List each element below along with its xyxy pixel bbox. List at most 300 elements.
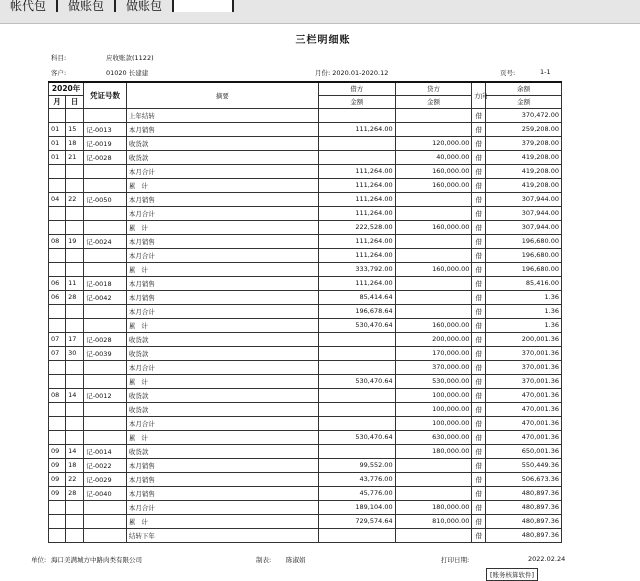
cell-summary: 本月销售 [126,234,318,248]
year-header: 2020年 [49,82,84,95]
cell-direction: 借 [472,514,486,528]
cell-summary: 本月销售 [126,122,318,136]
cell-voucher [84,206,127,220]
cell-voucher: 记-0029 [84,472,127,486]
cell-month: 09 [49,472,66,486]
cell-day [66,206,84,220]
summary-header: 摘要 [126,82,318,108]
cell-summary: 收货款 [126,136,318,150]
cell-month [49,248,66,262]
cell-summary: 收货款 [126,444,318,458]
cell-voucher [84,374,127,388]
cell-direction: 借 [472,458,486,472]
cell-debit: 111,264.00 [318,234,395,248]
cell-balance: 480,897.36 [486,528,562,542]
table-row [49,290,562,304]
cell-day: 14 [66,388,84,402]
cell-summary: 收货款 [126,332,318,346]
cell-voucher [84,164,127,178]
cell-day [66,178,84,192]
cell-balance: 307,944.00 [486,220,562,234]
cell-voucher: 记-0039 [84,346,127,360]
cell-month [49,402,66,416]
cell-direction: 借 [472,360,486,374]
table-row [49,472,562,486]
cell-credit [395,276,472,290]
cell-month: 09 [49,444,66,458]
top-toolbar [0,0,640,24]
cell-voucher: 记-0028 [84,150,127,164]
cell-balance: 259,208.00 [486,122,562,136]
cell-summary: 本月销售 [126,458,318,472]
cell-direction: 借 [472,528,486,542]
cell-month: 06 [49,276,66,290]
cell-debit: 85,414.64 [318,290,395,304]
cell-direction: 借 [472,304,486,318]
cell-summary: 累计 [126,374,318,388]
cell-day: 28 [66,486,84,500]
cell-month [49,304,66,318]
cell-month: 04 [49,192,66,206]
cell-balance: 419,208.00 [486,150,562,164]
cell-month: 01 [49,122,66,136]
cell-month: 08 [49,388,66,402]
cell-day [66,164,84,178]
cell-credit [395,528,472,542]
cell-credit [395,486,472,500]
cell-day [66,416,84,430]
table-row [49,514,562,528]
cell-credit: 200,000.00 [395,332,472,346]
cell-summary: 累计 [126,262,318,276]
cell-summary: 本月销售 [126,192,318,206]
cell-credit: 120,000.00 [395,136,472,150]
cell-day [66,514,84,528]
unit-label: 单位: [31,556,47,564]
cell-summary: 累计 [126,514,318,528]
cell-summary: 本月合计 [126,416,318,430]
table-row [49,458,562,472]
cell-summary: 累计 [126,178,318,192]
cell-debit: 111,264.00 [318,164,395,178]
cell-direction: 借 [472,164,486,178]
maker-value: 陈淑娟 [286,556,306,564]
cell-direction: 借 [472,122,486,136]
cell-debit: 222,528.00 [318,220,395,234]
cell-voucher: 记-0050 [84,192,127,206]
cell-debit [318,444,395,458]
cell-voucher [84,318,127,332]
cell-credit [395,458,472,472]
table-row [49,528,562,542]
period-label: 月份: 2020.01-2020.12 [315,69,389,77]
cell-direction: 借 [472,444,486,458]
cell-balance: 550,449.36 [486,458,562,472]
cell-balance: 307,944.00 [486,192,562,206]
credit-header: 贷方 [395,82,472,95]
cell-direction: 借 [472,402,486,416]
cell-summary: 收货款 [126,346,318,360]
cell-credit [395,108,472,122]
cell-month: 01 [49,150,66,164]
cell-summary: 本月合计 [126,248,318,262]
cell-month [49,374,66,388]
cell-day: 21 [66,150,84,164]
cell-day [66,430,84,444]
cell-balance: 379,208.00 [486,136,562,150]
cell-summary: 累计 [126,318,318,332]
cell-debit: 530,470.64 [318,430,395,444]
cell-credit: 100,000.00 [395,402,472,416]
cell-credit: 100,000.00 [395,416,472,430]
cell-balance: 307,944.00 [486,206,562,220]
cell-debit [318,346,395,360]
cell-balance: 650,001.36 [486,444,562,458]
cell-balance: 1.36 [486,290,562,304]
cell-day: 22 [66,192,84,206]
cell-day [66,374,84,388]
cell-direction: 借 [472,150,486,164]
ledger-body [49,108,562,542]
table-row [49,108,562,122]
table-row [49,374,562,388]
cell-balance: 370,001.36 [486,374,562,388]
cell-summary: 本月合计 [126,500,318,514]
table-row [49,444,562,458]
table-row [49,164,562,178]
cell-balance: 480,897.36 [486,500,562,514]
table-row [49,178,562,192]
cell-direction: 借 [472,290,486,304]
cell-debit: 530,470.64 [318,374,395,388]
cell-direction: 借 [472,388,486,402]
toolbar-tab-blank[interactable] [174,0,234,12]
table-row [49,206,562,220]
cell-day: 17 [66,332,84,346]
toolbar-tab-2[interactable]: 做账包 [58,0,116,12]
cell-debit [318,388,395,402]
maker-label: 制表: [256,556,272,564]
cell-balance: 196,680.00 [486,262,562,276]
cell-day [66,360,84,374]
cell-credit: 160,000.00 [395,220,472,234]
ledger-table [48,81,562,543]
cell-direction: 借 [472,248,486,262]
cell-day [66,500,84,514]
cell-day [66,402,84,416]
cell-day [66,220,84,234]
cell-direction: 借 [472,108,486,122]
cell-balance: 480,897.36 [486,486,562,500]
cell-summary: 本月合计 [126,304,318,318]
cell-summary: 本月销售 [126,472,318,486]
cell-credit [395,122,472,136]
cell-month [49,528,66,542]
cell-direction: 借 [472,178,486,192]
client-value: 01020 长建建 [106,69,149,77]
cell-balance: 85,416.00 [486,276,562,290]
month-header: 月 [49,95,66,108]
cell-summary: 累计 [126,430,318,444]
cell-balance: 370,001.36 [486,346,562,360]
cell-balance: 470,001.36 [486,388,562,402]
cell-balance: 196,680.00 [486,234,562,248]
cell-direction: 借 [472,276,486,290]
cell-voucher [84,262,127,276]
cell-voucher [84,528,127,542]
page-label: 页号: [500,69,516,77]
table-row [49,276,562,290]
cell-month: 06 [49,290,66,304]
print-date-label: 打印日期: [441,556,470,564]
balance-amount-header: 金额 [486,95,562,108]
cell-month [49,514,66,528]
cell-day: 15 [66,122,84,136]
cell-day: 14 [66,444,84,458]
cell-debit [318,416,395,430]
credit-amount-header: 金额 [395,95,472,108]
cell-month [49,318,66,332]
cell-day [66,248,84,262]
subject-label: 科目: [51,54,67,62]
cell-debit: 111,264.00 [318,122,395,136]
cell-direction: 借 [472,472,486,486]
table-row [49,318,562,332]
cell-balance: 370,472.00 [486,108,562,122]
cell-debit: 111,264.00 [318,276,395,290]
cell-month: 01 [49,136,66,150]
cell-voucher: 记-0042 [84,290,127,304]
direction-header: 方向 [472,82,486,108]
cell-voucher: 记-0040 [84,486,127,500]
cell-voucher: 记-0028 [84,332,127,346]
cell-debit [318,402,395,416]
table-row [49,486,562,500]
cell-summary: 本月合计 [126,206,318,220]
cell-month [49,500,66,514]
cell-direction: 借 [472,262,486,276]
table-row [49,136,562,150]
voucher-header: 凭证号数 [84,82,127,108]
cell-voucher [84,416,127,430]
cell-balance: 480,897.36 [486,514,562,528]
print-date-value: 2022.02.24 [528,555,566,563]
cell-debit: 45,776.00 [318,486,395,500]
table-row [49,430,562,444]
cell-summary: 本月合计 [126,164,318,178]
cell-month [49,430,66,444]
cell-summary: 累计 [126,220,318,234]
cell-credit: 160,000.00 [395,318,472,332]
software-stamp: [账务核算软件] [486,568,538,581]
toolbar-tab-1[interactable]: 帐代包 [0,0,58,12]
cell-credit [395,234,472,248]
cell-voucher [84,304,127,318]
cell-direction: 借 [472,374,486,388]
cell-credit [395,248,472,262]
cell-credit: 810,000.00 [395,514,472,528]
cell-credit: 180,000.00 [395,444,472,458]
cell-credit [395,206,472,220]
cell-balance: 419,208.00 [486,178,562,192]
cell-voucher: 记-0013 [84,122,127,136]
cell-day: 22 [66,472,84,486]
cell-debit: 111,264.00 [318,206,395,220]
cell-debit [318,332,395,346]
cell-voucher: 记-0014 [84,444,127,458]
cell-debit: 99,552.00 [318,458,395,472]
table-row [49,192,562,206]
cell-balance: 506,673.36 [486,472,562,486]
table-row [49,500,562,514]
cell-voucher [84,248,127,262]
cell-day: 30 [66,346,84,360]
cell-voucher: 记-0022 [84,458,127,472]
cell-month: 09 [49,486,66,500]
cell-debit [318,528,395,542]
cell-balance: 1.36 [486,304,562,318]
cell-voucher [84,430,127,444]
cell-direction: 借 [472,220,486,234]
cell-day [66,108,84,122]
toolbar-tabs [0,0,234,12]
cell-balance: 370,001.36 [486,360,562,374]
cell-debit: 729,574.64 [318,514,395,528]
debit-header: 借方 [318,82,395,95]
table-row [49,220,562,234]
cell-balance: 200,001.36 [486,332,562,346]
cell-voucher [84,500,127,514]
balance-header: 余额 [486,82,562,95]
cell-credit: 370,000.00 [395,360,472,374]
cell-day: 19 [66,234,84,248]
cell-voucher [84,402,127,416]
table-row [49,304,562,318]
table-row [49,262,562,276]
table-row [49,248,562,262]
cell-direction: 借 [472,346,486,360]
cell-debit: 111,264.00 [318,178,395,192]
cell-balance: 470,001.36 [486,416,562,430]
cell-direction: 借 [472,234,486,248]
cell-day: 11 [66,276,84,290]
table-row [49,416,562,430]
cell-balance: 1.36 [486,318,562,332]
cell-debit [318,108,395,122]
cell-credit: 160,000.00 [395,178,472,192]
cell-debit: 43,776.00 [318,472,395,486]
cell-month [49,108,66,122]
cell-credit: 160,000.00 [395,164,472,178]
cell-direction: 借 [472,206,486,220]
cell-summary: 本月合计 [126,360,318,374]
report-title: 三栏明细账 [295,35,351,46]
cell-month [49,178,66,192]
table-row [49,388,562,402]
table-row [49,150,562,164]
cell-day: 18 [66,458,84,472]
day-header: 日 [66,95,84,108]
cell-debit: 111,264.00 [318,248,395,262]
cell-summary: 本月销售 [126,486,318,500]
cell-direction: 借 [472,136,486,150]
cell-month: 08 [49,234,66,248]
table-row [49,402,562,416]
cell-direction: 借 [472,430,486,444]
cell-summary: 结转下年 [126,528,318,542]
cell-credit: 530,000.00 [395,374,472,388]
cell-month [49,360,66,374]
cell-direction: 借 [472,332,486,346]
cell-summary: 收货款 [126,388,318,402]
cell-debit [318,136,395,150]
cell-balance: 470,001.36 [486,402,562,416]
cell-voucher: 记-0012 [84,388,127,402]
cell-voucher [84,108,127,122]
table-row [49,122,562,136]
toolbar-tab-3[interactable]: 做账包 [116,0,174,12]
cell-credit: 40,000.00 [395,150,472,164]
cell-summary: 收货款 [126,150,318,164]
cell-credit: 100,000.00 [395,388,472,402]
cell-debit: 333,792.00 [318,262,395,276]
cell-summary: 本月销售 [126,276,318,290]
cell-month [49,262,66,276]
ledger-page [28,24,618,581]
cell-day: 28 [66,290,84,304]
cell-credit: 180,000.00 [395,500,472,514]
cell-credit [395,304,472,318]
debit-amount-header: 金额 [318,95,395,108]
cell-debit: 196,678.64 [318,304,395,318]
cell-credit [395,290,472,304]
cell-debit: 111,264.00 [318,192,395,206]
cell-debit [318,360,395,374]
cell-balance: 470,001.36 [486,430,562,444]
cell-day [66,318,84,332]
cell-direction: 借 [472,486,486,500]
cell-summary: 收货款 [126,402,318,416]
cell-day [66,262,84,276]
cell-voucher [84,178,127,192]
cell-month: 07 [49,332,66,346]
subject-value: 应收账款(1122) [106,54,154,62]
cell-month [49,164,66,178]
cell-credit: 630,000.00 [395,430,472,444]
table-row [49,346,562,360]
cell-voucher: 记-0019 [84,136,127,150]
cell-direction: 借 [472,318,486,332]
cell-month: 07 [49,346,66,360]
cell-day [66,528,84,542]
cell-summary: 上年结转 [126,108,318,122]
cell-voucher: 记-0018 [84,276,127,290]
cell-summary: 本月销售 [126,290,318,304]
cell-day [66,304,84,318]
cell-month [49,220,66,234]
cell-day: 18 [66,136,84,150]
cell-direction: 借 [472,192,486,206]
cell-credit: 170,000.00 [395,346,472,360]
cell-debit [318,150,395,164]
cell-debit: 530,470.64 [318,318,395,332]
cell-debit: 189,104.00 [318,500,395,514]
page-value: 1-1 [540,68,551,76]
cell-voucher [84,514,127,528]
cell-month [49,206,66,220]
client-label: 客户: [51,69,67,77]
cell-voucher [84,220,127,234]
